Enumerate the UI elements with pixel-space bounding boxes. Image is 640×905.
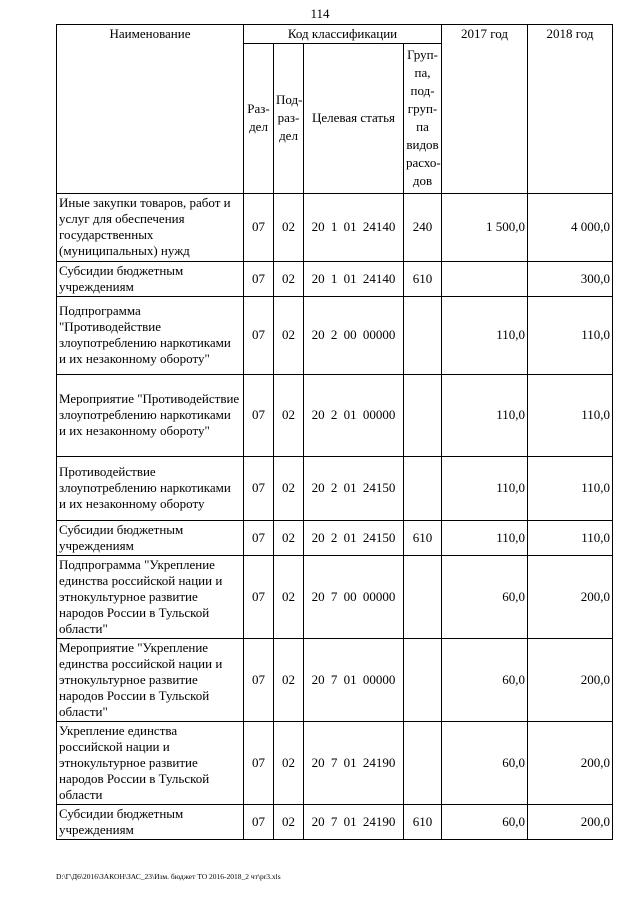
row-target: 20 1 01 24140 <box>304 261 404 296</box>
row-name: Иные закупки товаров, работ и услуг для обеспечения государственных (муниципальных) нужд <box>57 193 244 261</box>
row-2017: 110,0 <box>442 296 528 374</box>
header-razdel: Раз-дел <box>244 43 274 193</box>
row-razdel: 07 <box>244 555 274 638</box>
header-2017: 2017 год <box>442 25 528 194</box>
row-vid: 610 <box>404 804 442 839</box>
row-vid <box>404 456 442 520</box>
row-vid <box>404 638 442 721</box>
row-2018: 200,0 <box>528 555 613 638</box>
file-path-footer: D:\Г\Д6\2016\ЗАКОН\ЗАС_23\Изм. бюджет ТО 2016-2018_2 чт\pr3.xls <box>56 872 281 881</box>
row-target: 20 7 01 24190 <box>304 804 404 839</box>
row-podrazdel: 02 <box>274 261 304 296</box>
row-razdel: 07 <box>244 374 274 456</box>
header-code-group: Код классификации <box>244 25 442 44</box>
row-podrazdel: 02 <box>274 520 304 555</box>
row-razdel: 07 <box>244 520 274 555</box>
row-2017: 110,0 <box>442 520 528 555</box>
row-name: Противодействие злоупотреблению наркотиками и их незаконному обороту <box>57 456 244 520</box>
row-2018: 4 000,0 <box>528 193 613 261</box>
row-2017: 1 500,0 <box>442 193 528 261</box>
page-number: 114 <box>310 6 330 21</box>
row-podrazdel: 02 <box>274 638 304 721</box>
row-name: Мероприятие "Укрепление единства российской нации и этнокультурное развитие народов России в Тульской области" <box>57 638 244 721</box>
row-target: 20 7 01 00000 <box>304 638 404 721</box>
row-vid: 610 <box>404 261 442 296</box>
header-podrazdel: Под-раз-дел <box>274 43 304 193</box>
table-row <box>57 374 613 456</box>
row-2018: 110,0 <box>528 374 613 456</box>
row-2018: 300,0 <box>528 261 613 296</box>
row-podrazdel: 02 <box>274 296 304 374</box>
row-podrazdel: 02 <box>274 456 304 520</box>
row-target: 20 2 01 00000 <box>304 374 404 456</box>
header-name: Наименование <box>57 25 244 194</box>
row-target: 20 7 01 24190 <box>304 721 404 804</box>
row-2017: 110,0 <box>442 374 528 456</box>
header-target: Целевая статья <box>304 43 404 193</box>
table-row <box>57 721 613 804</box>
row-vid <box>404 374 442 456</box>
row-podrazdel: 02 <box>274 374 304 456</box>
row-razdel: 07 <box>244 261 274 296</box>
table-row <box>57 638 613 721</box>
row-2017: 110,0 <box>442 456 528 520</box>
row-podrazdel: 02 <box>274 555 304 638</box>
row-2017: 60,0 <box>442 555 528 638</box>
row-vid: 240 <box>404 193 442 261</box>
row-razdel: 07 <box>244 296 274 374</box>
row-target: 20 2 01 24150 <box>304 456 404 520</box>
row-2017: 60,0 <box>442 638 528 721</box>
table-row <box>57 555 613 638</box>
row-2018: 110,0 <box>528 520 613 555</box>
row-2018: 200,0 <box>528 638 613 721</box>
row-vid <box>404 296 442 374</box>
row-target: 20 7 00 00000 <box>304 555 404 638</box>
row-razdel: 07 <box>244 638 274 721</box>
row-target: 20 2 01 24150 <box>304 520 404 555</box>
table-row <box>57 456 613 520</box>
row-2017 <box>442 261 528 296</box>
row-name: Подпрограмма "Противодействие злоупотреблению наркотиками и их незаконному обороту" <box>57 296 244 374</box>
row-target: 20 1 01 24140 <box>304 193 404 261</box>
row-name: Субсидии бюджетным учреждениям <box>57 520 244 555</box>
row-razdel: 07 <box>244 456 274 520</box>
row-target: 20 2 00 00000 <box>304 296 404 374</box>
row-2018: 200,0 <box>528 804 613 839</box>
header-2018: 2018 год <box>528 25 613 194</box>
row-name: Укрепление единства российской нации и этнокультурное развитие народов России в Тульской области <box>57 721 244 804</box>
row-name: Подпрограмма "Укрепление единства российской нации и этнокультурное развитие народов России в Тульской области" <box>57 555 244 638</box>
header-vid: Груп-па, под-груп-па видов расхо-дов <box>404 43 442 193</box>
row-2018: 200,0 <box>528 721 613 804</box>
row-2018: 110,0 <box>528 456 613 520</box>
row-razdel: 07 <box>244 721 274 804</box>
row-name: Субсидии бюджетным учреждениям <box>57 261 244 296</box>
row-vid: 610 <box>404 520 442 555</box>
row-name: Мероприятие "Противодействие злоупотреблению наркотиками и их незаконному обороту" <box>57 374 244 456</box>
table-row <box>57 804 613 839</box>
row-razdel: 07 <box>244 804 274 839</box>
row-name: Субсидии бюджетным учреждениям <box>57 804 244 839</box>
budget-table <box>56 24 613 840</box>
row-razdel: 07 <box>244 193 274 261</box>
row-vid <box>404 721 442 804</box>
table-row <box>57 261 613 296</box>
table-row <box>57 520 613 555</box>
table-row <box>57 296 613 374</box>
row-2018: 110,0 <box>528 296 613 374</box>
table-row <box>57 193 613 261</box>
row-podrazdel: 02 <box>274 804 304 839</box>
row-podrazdel: 02 <box>274 193 304 261</box>
row-2017: 60,0 <box>442 721 528 804</box>
row-2017: 60,0 <box>442 804 528 839</box>
row-vid <box>404 555 442 638</box>
row-podrazdel: 02 <box>274 721 304 804</box>
